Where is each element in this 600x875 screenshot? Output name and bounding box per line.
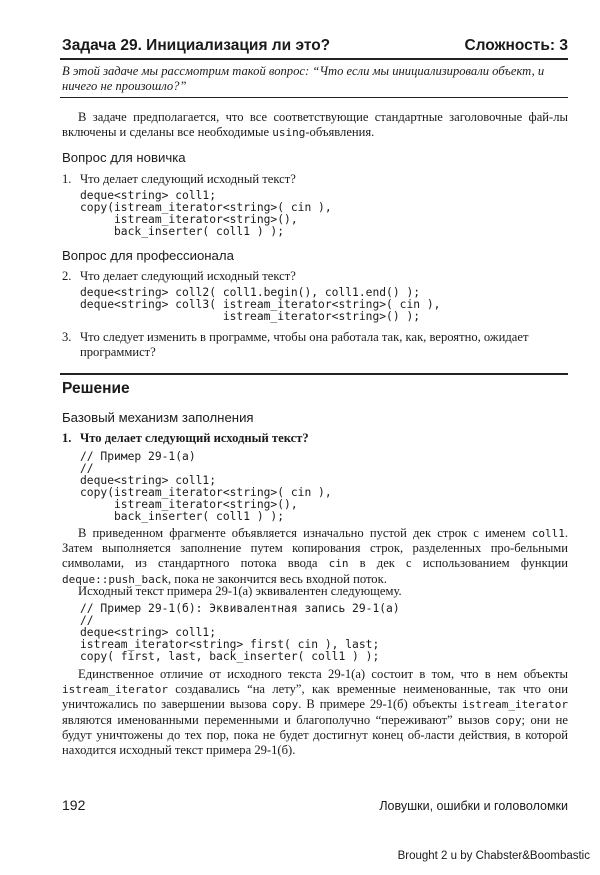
text-run: Единственное отличие от исходного текста 29-1(a) состоит в том, что в нем объекты xyxy=(78,667,568,681)
question-number: 1. xyxy=(62,172,72,186)
inline-code: istream_iterator xyxy=(62,683,168,697)
solution-paragraph-2: Исходный текст примера 29-1(a) эквивалентен следующему. xyxy=(78,584,402,598)
difficulty-label: Сложность: 3 xyxy=(464,37,568,54)
intro-rule xyxy=(60,97,568,98)
pro-question-2 xyxy=(62,269,296,284)
solution-heading: Решение xyxy=(62,380,130,397)
assumption-paragraph xyxy=(62,110,568,140)
novice-heading: Вопрос для новичка xyxy=(62,150,186,165)
assumption-text-2: -объявления. xyxy=(305,125,375,140)
solution-code-1: // Пример 29-1(a) // deque<string> coll1; copy(istream_iterator<string>( cin ), istream_iterator<string>(), back_inserter( coll1 ) ); xyxy=(80,450,332,523)
question-number: 3. xyxy=(62,330,72,344)
question-number: 2. xyxy=(62,269,72,283)
question-text: Что делает следующий исходный текст? xyxy=(80,172,296,186)
footer-book-title: Ловушки, ошибки и головоломки xyxy=(379,799,568,813)
inline-code: istream_iterator xyxy=(462,698,568,712)
inline-code: deque::push_back xyxy=(62,572,168,586)
watermark-text: Brought 2 u by Chabster&Boombastic xyxy=(397,850,590,862)
text-run: создавались “на лету”, как временные неименованные, так что они уничтожались по завершении вызова xyxy=(62,682,568,712)
text-run: ; они не будут уничтожены до тех пор, пока не будет достигнут конец об-ласти действия, в которой находится исходный текст примера 29-1(б). xyxy=(62,712,568,758)
novice-code: deque<string> coll1; copy(istream_iterator<string>( cin ), istream_iterator<string>(), back_inserter( coll1 ) ); xyxy=(80,189,332,238)
question-text: Что следует изменить в программе, чтобы она работала так, как, вероятно, ожидает программист? xyxy=(80,330,529,360)
solution-paragraph-3 xyxy=(62,667,568,758)
solution-subheading: Базовый механизм заполнения xyxy=(62,410,254,425)
text-run: . Затем выполняется заполнение путем копирования строк, разделенных про-бельными символами, из стандартного потока ввода xyxy=(62,526,568,571)
task-title: Задача 29. Инициализация ли это? xyxy=(62,37,331,54)
question-number: 1. xyxy=(62,431,72,445)
inline-code: cin xyxy=(328,557,349,571)
solution-question-1 xyxy=(62,431,309,446)
task-intro: В этой задаче мы рассмотрим такой вопрос: “Что если мы инициализировали объект, и ничего не произошло?” xyxy=(62,64,545,93)
question-text: Что делает следующий исходный текст? xyxy=(80,269,296,283)
solution-rule xyxy=(60,373,568,375)
pro-heading: Вопрос для профессионала xyxy=(62,248,234,263)
inline-code: coll1 xyxy=(531,527,565,540)
pro-code: deque<string> coll2( coll1.begin(), coll1.end() ); deque<string> coll3( istream_iterator<string>( cin ), istream_iterator<string>() ); xyxy=(80,286,441,323)
top-rule xyxy=(60,58,568,60)
solution-code-2: // Пример 29-1(б): Эквивалентная запись 29-1(a) // deque<string> coll1; istream_iterator<string> first( cin ), last; copy( first, last, back_inserter( coll1 ) ); xyxy=(80,602,400,663)
inline-code: copy xyxy=(271,698,299,712)
assumption-text-1: В задаче предполагается, что все соответствующие стандартные заголовочные фай-лы включены и сделаны все необходимые xyxy=(62,110,568,140)
text-run: являются именованными переменными и благополучно “переживают” вызов xyxy=(62,712,495,727)
novice-question-1 xyxy=(62,172,296,187)
text-run: в дек с использованием функции xyxy=(348,556,568,571)
page-number: 192 xyxy=(62,797,86,813)
text-run: В приведенном фрагменте объявляется изначально пустой дек строк с именем xyxy=(78,526,532,540)
inline-code: copy xyxy=(495,713,522,727)
pro-question-3 xyxy=(62,330,568,360)
text-run: . В примере 29-1(б) объекты xyxy=(298,697,463,712)
text-run: , пока не закончится весь входной поток. xyxy=(167,571,387,586)
assumption-code: using xyxy=(272,126,306,140)
solution-paragraph-1 xyxy=(62,526,568,587)
question-text: Что делает следующий исходный текст? xyxy=(80,431,309,445)
